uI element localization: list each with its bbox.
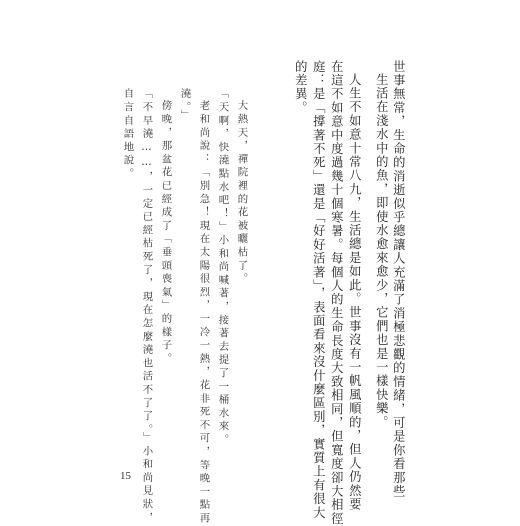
essay-line-1: 世事無常，生命的消逝似乎總讓人充滿了消極悲觀的情緒，可是你看那些 (391, 60, 406, 499)
story-line-6: 「不早澆……，一定已經枯死了，現在怎麼澆也活不了了。」小和尚見狀， (140, 88, 153, 525)
page-number: 15 (120, 470, 131, 482)
essay-line-4: 在這不如意中度過幾十個寒暑。每個人的生命長度大致相同，但寬度卻大相徑 (329, 60, 344, 526)
essay-line-5: 庭：是「撐著不死」還是「好好活著」，表面看來沒什麼區別，實質上有很大 (311, 60, 326, 520)
story-line-4: 澆。」 (178, 88, 191, 123)
essay-line-3: 人生不如意十常八九，生活總是如此。世事沒有一帆風順的，但人仍然要 (347, 73, 362, 512)
essay-line-6: 的差異。 (293, 60, 308, 115)
story-line-2: 「天啊，快澆點水吧！」小和尚喊著，接著去提了一桶水來。 (216, 88, 229, 448)
story-line-1: 大熱天，禪院裡的花被曬枯了。 (235, 100, 248, 287)
story-line-3: 老和尚說：「別急！現在太陽很烈，一冷一熱，花非死不可，等晚一點再 (197, 100, 210, 526)
story-line-5: 傍晚，那盆花已經成了「垂頭喪氣」的樣子。 (159, 100, 172, 366)
essay-line-2: 生活在淺水中的魚，即使水愈來愈少，它們也是一樣快樂。 (374, 73, 389, 430)
story-line-7: 自言自語地說。 (121, 88, 134, 182)
